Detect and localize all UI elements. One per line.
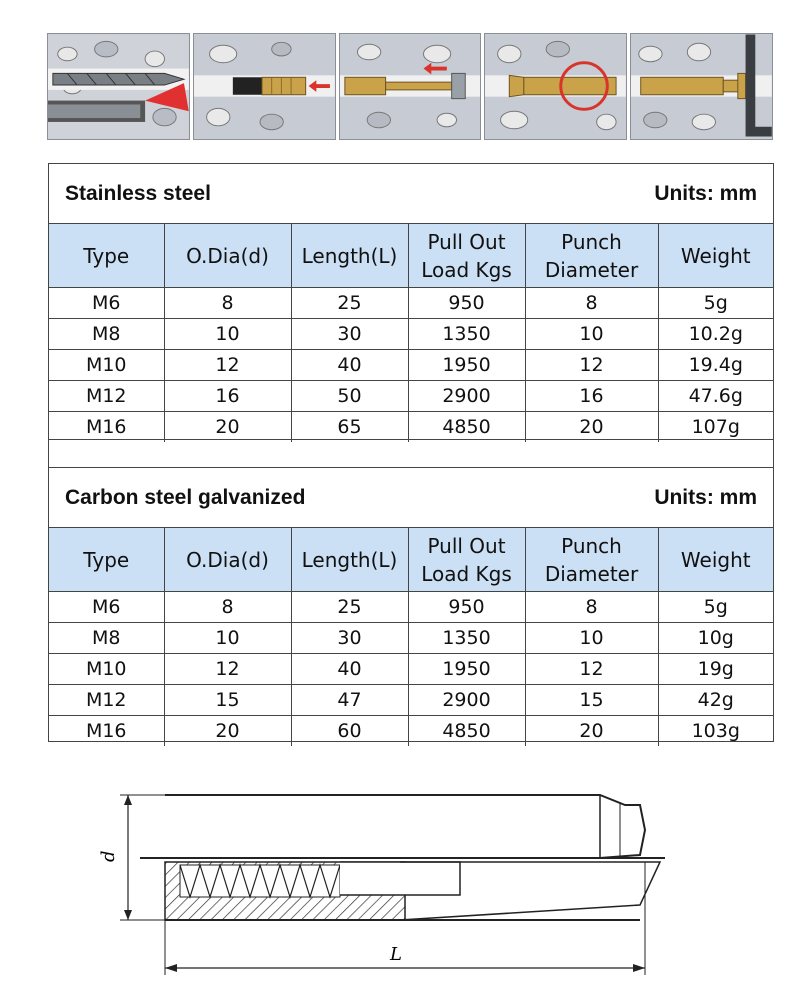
cell-punch: 12 bbox=[525, 654, 658, 685]
header-pull-line1: Pull Out bbox=[427, 533, 506, 558]
header-punch-line1: Punch bbox=[561, 229, 622, 254]
header-odia: O.Dia(d) bbox=[164, 528, 291, 592]
cell-length: 30 bbox=[291, 319, 408, 350]
cell-weight: 42g bbox=[658, 685, 773, 716]
cell-length: 50 bbox=[291, 381, 408, 412]
cell-weight: 19.4g bbox=[658, 350, 773, 381]
dim-d-label: d bbox=[100, 850, 119, 862]
cell-punch: 8 bbox=[525, 288, 658, 319]
cell-pull: 1950 bbox=[408, 350, 525, 381]
table-row bbox=[49, 381, 773, 412]
cell-type: M6 bbox=[49, 288, 164, 319]
cell-punch: 15 bbox=[525, 685, 658, 716]
cell-length: 25 bbox=[291, 288, 408, 319]
cell-pull: 2900 bbox=[408, 685, 525, 716]
cell-punch: 20 bbox=[525, 412, 658, 443]
cell-odia: 12 bbox=[164, 350, 291, 381]
header-pull-line2: Load Kgs bbox=[421, 561, 512, 586]
drive-illustration bbox=[340, 34, 481, 139]
cell-type: M12 bbox=[49, 381, 164, 412]
cell-type: M10 bbox=[49, 654, 164, 685]
cell-pull: 2900 bbox=[408, 381, 525, 412]
header-length: Length(L) bbox=[291, 528, 408, 592]
cell-length: 30 bbox=[291, 623, 408, 654]
cell-punch: 10 bbox=[525, 623, 658, 654]
cell-pull: 4850 bbox=[408, 412, 525, 443]
cell-weight: 47.6g bbox=[658, 381, 773, 412]
header-odia: O.Dia(d) bbox=[164, 224, 291, 288]
header-row bbox=[49, 528, 773, 592]
step-expand-image bbox=[484, 33, 627, 140]
cell-weight: 10.2g bbox=[658, 319, 773, 350]
header-pull-line1: Pull Out bbox=[427, 229, 506, 254]
stainless-steel-section bbox=[48, 163, 774, 440]
cell-odia: 10 bbox=[164, 319, 291, 350]
header-pull-line2: Load Kgs bbox=[421, 257, 512, 282]
units-label: Units: mm bbox=[654, 181, 757, 205]
cell-weight: 5g bbox=[658, 288, 773, 319]
spec-table bbox=[49, 224, 773, 442]
cell-punch: 16 bbox=[525, 381, 658, 412]
header-type: Type bbox=[49, 528, 164, 592]
header-weight: Weight bbox=[658, 224, 773, 288]
table-row bbox=[49, 592, 773, 623]
table-row bbox=[49, 319, 773, 350]
table-row bbox=[49, 288, 773, 319]
cell-odia: 20 bbox=[164, 412, 291, 443]
section-title: Stainless steel bbox=[65, 181, 211, 205]
section-header bbox=[49, 468, 773, 528]
cell-pull: 950 bbox=[408, 592, 525, 623]
cell-length: 47 bbox=[291, 685, 408, 716]
cell-weight: 107g bbox=[691, 416, 740, 438]
cell-punch: 12 bbox=[525, 350, 658, 381]
cell-odia: 20 bbox=[164, 716, 291, 747]
header-length: Length(L) bbox=[291, 224, 408, 288]
cell-length: 40 bbox=[291, 350, 408, 381]
header-punch bbox=[525, 224, 658, 288]
step-fix-image bbox=[630, 33, 773, 140]
step-insert-image bbox=[193, 33, 336, 140]
cell-type: M6 bbox=[49, 592, 164, 623]
cell-type: M10 bbox=[49, 350, 164, 381]
table-row bbox=[49, 716, 773, 747]
cell-type: M16 bbox=[49, 412, 164, 443]
cell-pull: 1350 bbox=[408, 319, 525, 350]
section-header bbox=[49, 164, 773, 224]
section-spacer bbox=[48, 438, 774, 467]
cell-length: 40 bbox=[291, 654, 408, 685]
cell-odia: 16 bbox=[164, 381, 291, 412]
table-row bbox=[49, 685, 773, 716]
cell-punch: 8 bbox=[525, 592, 658, 623]
anchor-technical-drawing bbox=[100, 770, 680, 985]
cell-weight: 5g bbox=[658, 592, 773, 623]
installation-steps bbox=[47, 33, 773, 140]
cell-length: 25 bbox=[291, 592, 408, 623]
cell-odia: 10 bbox=[164, 623, 291, 654]
cell-type: M16 bbox=[49, 716, 164, 747]
cell-odia: 8 bbox=[164, 288, 291, 319]
cell-odia: 12 bbox=[164, 654, 291, 685]
table-row bbox=[49, 350, 773, 381]
header-type: Type bbox=[49, 224, 164, 288]
header-row bbox=[49, 224, 773, 288]
cell-weight: 10g bbox=[658, 623, 773, 654]
table-row bbox=[49, 654, 773, 685]
anchor-cross-section bbox=[100, 770, 680, 985]
step-drive-image bbox=[339, 33, 482, 140]
cell-punch: 10 bbox=[525, 319, 658, 350]
header-pull-out bbox=[408, 224, 525, 288]
expand-illustration bbox=[485, 34, 626, 139]
header-pull-out bbox=[408, 528, 525, 592]
carbon-steel-section bbox=[48, 467, 774, 742]
cell-pull: 1950 bbox=[408, 654, 525, 685]
header-weight: Weight bbox=[658, 528, 773, 592]
fix-illustration bbox=[631, 34, 772, 139]
table-row bbox=[49, 623, 773, 654]
header-punch-line2: Diameter bbox=[544, 561, 639, 586]
header-punch-line2: Diameter bbox=[544, 257, 639, 282]
cell-pull: 950 bbox=[408, 288, 525, 319]
units-label: Units: mm bbox=[654, 485, 757, 509]
step-drill-image bbox=[47, 33, 190, 140]
cell-odia: 15 bbox=[164, 685, 291, 716]
dim-L-label: L bbox=[390, 944, 402, 965]
cell-type: M8 bbox=[49, 319, 164, 350]
drill-illustration bbox=[48, 34, 189, 139]
insert-illustration bbox=[194, 34, 335, 139]
spec-table bbox=[49, 528, 773, 746]
header-punch bbox=[525, 528, 658, 592]
cell-pull: 1350 bbox=[408, 623, 525, 654]
cell-type: M8 bbox=[49, 623, 164, 654]
cell-type: M12 bbox=[49, 685, 164, 716]
cell-weight: 103g bbox=[691, 720, 740, 742]
cell-punch: 20 bbox=[525, 716, 658, 747]
section-title: Carbon steel galvanized bbox=[65, 485, 306, 509]
header-punch-line1: Punch bbox=[561, 533, 622, 558]
cell-pull: 4850 bbox=[408, 716, 525, 747]
cell-weight: 19g bbox=[658, 654, 773, 685]
cell-length: 65 bbox=[291, 412, 408, 443]
cell-length: 60 bbox=[291, 716, 408, 747]
cell-odia: 8 bbox=[164, 592, 291, 623]
